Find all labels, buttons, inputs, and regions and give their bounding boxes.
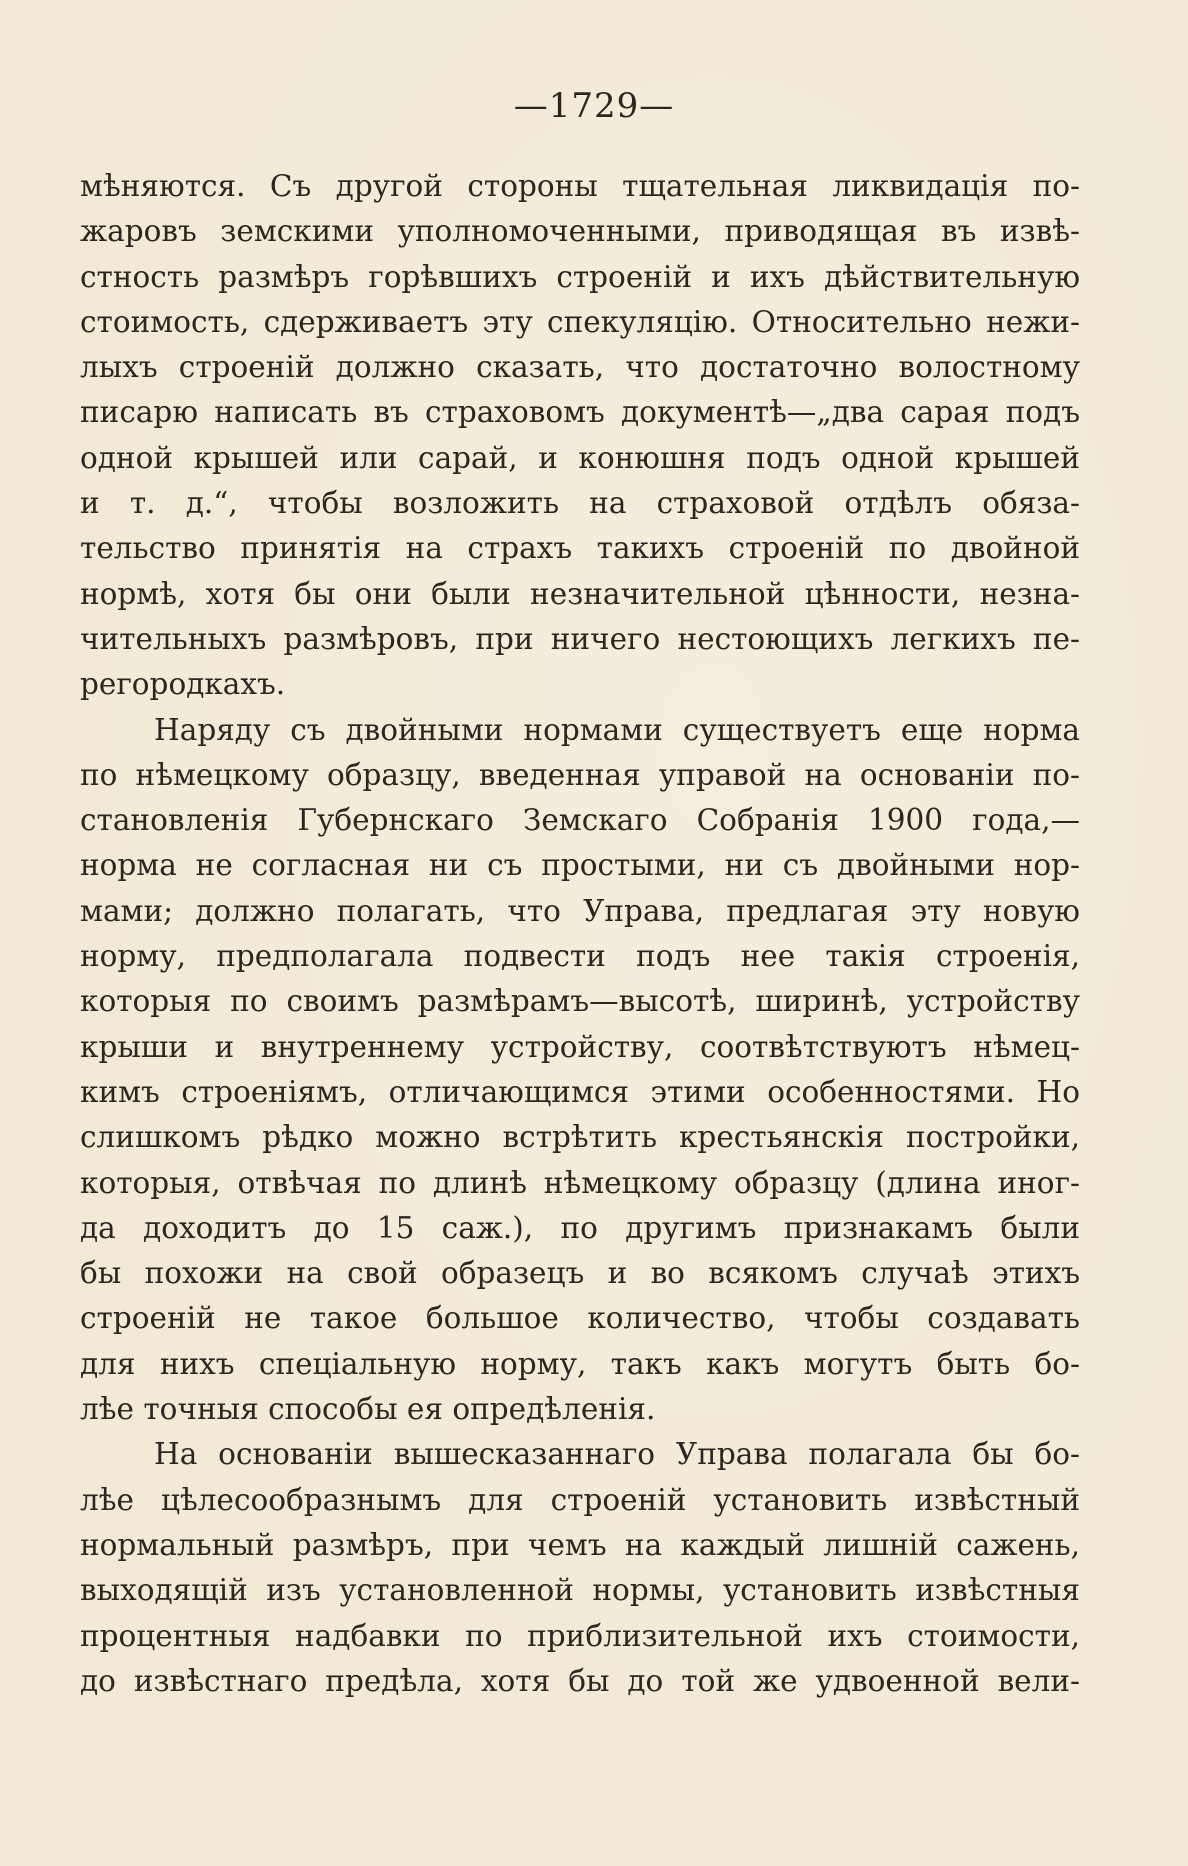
text-line: становленія Губернскаго Земскаго Собранія 1900 года,—: [80, 803, 1080, 838]
text-line: выходящій изъ установленной нормы, установить извѣстныя: [80, 1573, 1080, 1608]
text-line: мѣняются. Съ другой стороны тщательная ликвидація по-: [80, 169, 1080, 203]
text-line: стность размѣръ горѣвшихъ строеній и ихъ дѣйствительную: [80, 259, 1080, 294]
text-line: для нихъ спеціальную норму, такъ какъ могутъ быть бо-: [80, 1346, 1080, 1381]
text-line: лѣе цѣлесообразнымъ для строеній установить извѣстный: [80, 1482, 1080, 1517]
text-line: одной крышей или сарай, и конюшня подъ одной крышей: [80, 440, 1080, 475]
text-line: бы похожи на свой образецъ и во всякомъ случаѣ этихъ: [80, 1256, 1080, 1291]
text-line: процентныя надбавки по приблизительной ихъ стоимости,: [80, 1618, 1080, 1653]
text-line: которыя по своимъ размѣрамъ—высотѣ, ширинѣ, устройству: [80, 984, 1080, 1019]
text-line: лѣе точныя способы ея опредѣленія.: [80, 1392, 656, 1427]
text-line: нормальный размѣръ, при чемъ на каждый лишній сажень,: [80, 1527, 1080, 1562]
body-text: [80, 164, 1080, 1704]
text-line: слишкомъ рѣдко можно встрѣтить крестьянскія постройки,: [80, 1120, 1080, 1155]
text-line: регородкахъ.: [80, 667, 286, 702]
text-line: до извѣстнаго предѣла, хотя бы до той же удвоенной вели-: [80, 1663, 1080, 1698]
text-line: норма не согласная ни съ простыми, ни съ двойными нор-: [80, 848, 1080, 883]
text-line: кимъ строеніямъ, отличающимся этими особенностями. Но: [80, 1074, 1080, 1109]
text-line: На основаніи вышесказаннаго Управа полагала бы бо-: [154, 1437, 1080, 1472]
text-line: крыши и внутреннему устройству, соотвѣтствуютъ нѣмец-: [80, 1029, 1080, 1064]
text-line: нормѣ, хотя бы они были незначительной цѣнности, незна-: [80, 576, 1080, 611]
text-line: лыхъ строеній должно сказать, что достаточно волостному: [80, 350, 1080, 385]
text-line: стоимость, сдерживаетъ эту спекуляцію. Относительно нежи-: [80, 304, 1080, 339]
text-line: по нѣмецкому образцу, введенная управой на основаніи по-: [80, 757, 1080, 792]
text-line: которыя, отвѣчая по длинѣ нѣмецкому образцу (длина иног-: [80, 1165, 1080, 1200]
text-line: чительныхъ размѣровъ, при ничего нестоющихъ легкихъ пе-: [80, 621, 1080, 656]
text-line: Наряду съ двойными нормами существуетъ еще норма: [154, 712, 1080, 747]
text-line: жаровъ земскими уполномоченными, приводящая въ извѣ-: [80, 214, 1080, 249]
text-line: строеній не такое большое количество, чтобы создавать: [80, 1301, 1080, 1336]
page-number: —1729—: [513, 86, 675, 126]
text-line: мами; должно полагать, что Управа, предлагая эту новую: [80, 893, 1080, 928]
text-line: тельство принятія на страхъ такихъ строеній по двойной: [80, 531, 1080, 566]
text-line: норму, предполагала подвести подъ нее такія строенія,: [80, 939, 1080, 974]
text-line: да доходитъ до 15 саж.), по другимъ признакамъ были: [80, 1210, 1080, 1245]
text-line: писарю написать въ страховомъ документѣ—„два сарая подъ: [80, 395, 1080, 430]
text-line: и т. д.“, чтобы возложить на страховой отдѣлъ обяза-: [80, 486, 1080, 521]
